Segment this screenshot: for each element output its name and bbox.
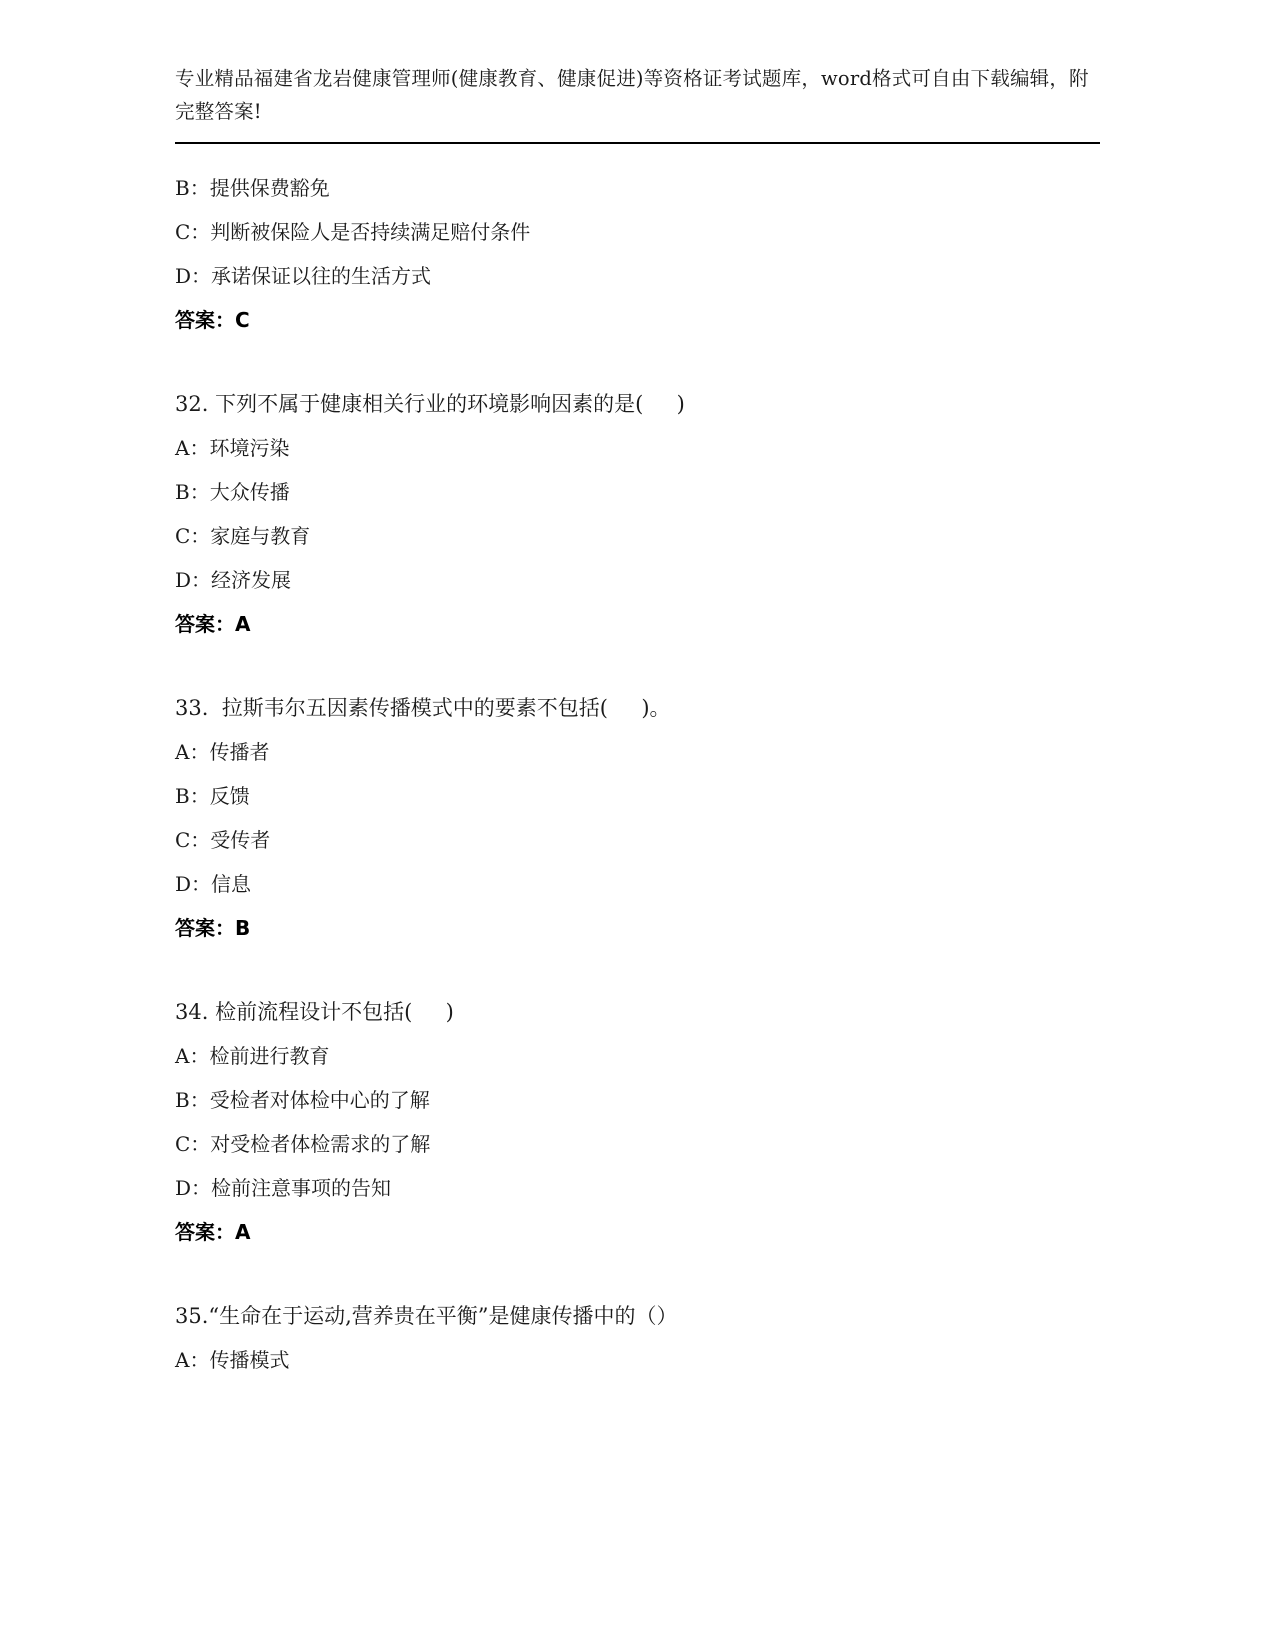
option-line: D：承诺保证以往的生活方式 bbox=[175, 264, 432, 288]
carryover-question-block bbox=[175, 166, 1100, 342]
answer-line: 答案：A bbox=[175, 612, 251, 636]
option-line: C：受传者 bbox=[175, 828, 271, 852]
question-block-34 bbox=[175, 990, 1100, 1254]
option-line: B：受检者对体检中心的了解 bbox=[175, 1088, 430, 1112]
answer-line: 答案：B bbox=[175, 916, 251, 940]
option-line: A：传播者 bbox=[175, 740, 270, 764]
question-stem: 32. 下列不属于健康相关行业的环境影响因素的是( ) bbox=[175, 392, 685, 416]
question-stem: 35.“生命在于运动,营养贵在平衡”是健康传播中的（） bbox=[175, 1304, 678, 1328]
header-divider bbox=[175, 142, 1100, 144]
question-block-32 bbox=[175, 382, 1100, 646]
option-line: B：大众传播 bbox=[175, 480, 290, 504]
page-header: 专业精品福建省龙岩健康管理师(健康教育、健康促进)等资格证考试题库，word格式可自由下载编辑，附完整答案! bbox=[175, 67, 1089, 123]
option-line: D：经济发展 bbox=[175, 568, 292, 592]
option-line: A：传播模式 bbox=[175, 1348, 290, 1372]
option-line: C：家庭与教育 bbox=[175, 524, 311, 548]
question-block-35 bbox=[175, 1294, 1100, 1382]
option-line: D：信息 bbox=[175, 872, 252, 896]
question-stem: 33. 拉斯韦尔五因素传播模式中的要素不包括( )。 bbox=[175, 696, 671, 720]
question-block-33 bbox=[175, 686, 1100, 950]
option-line: B：提供保费豁免 bbox=[175, 176, 330, 200]
option-line: C：判断被保险人是否持续满足赔付条件 bbox=[175, 220, 531, 244]
answer-line: 答案：A bbox=[175, 1220, 251, 1244]
option-line: B：反馈 bbox=[175, 784, 250, 808]
option-line: C：对受检者体检需求的了解 bbox=[175, 1132, 431, 1156]
option-line: D：检前注意事项的告知 bbox=[175, 1176, 392, 1200]
option-line: A：环境污染 bbox=[175, 436, 290, 460]
answer-line: 答案：C bbox=[175, 308, 250, 332]
option-line: A：检前进行教育 bbox=[175, 1044, 330, 1068]
question-stem: 34. 检前流程设计不包括( ) bbox=[175, 1000, 454, 1024]
